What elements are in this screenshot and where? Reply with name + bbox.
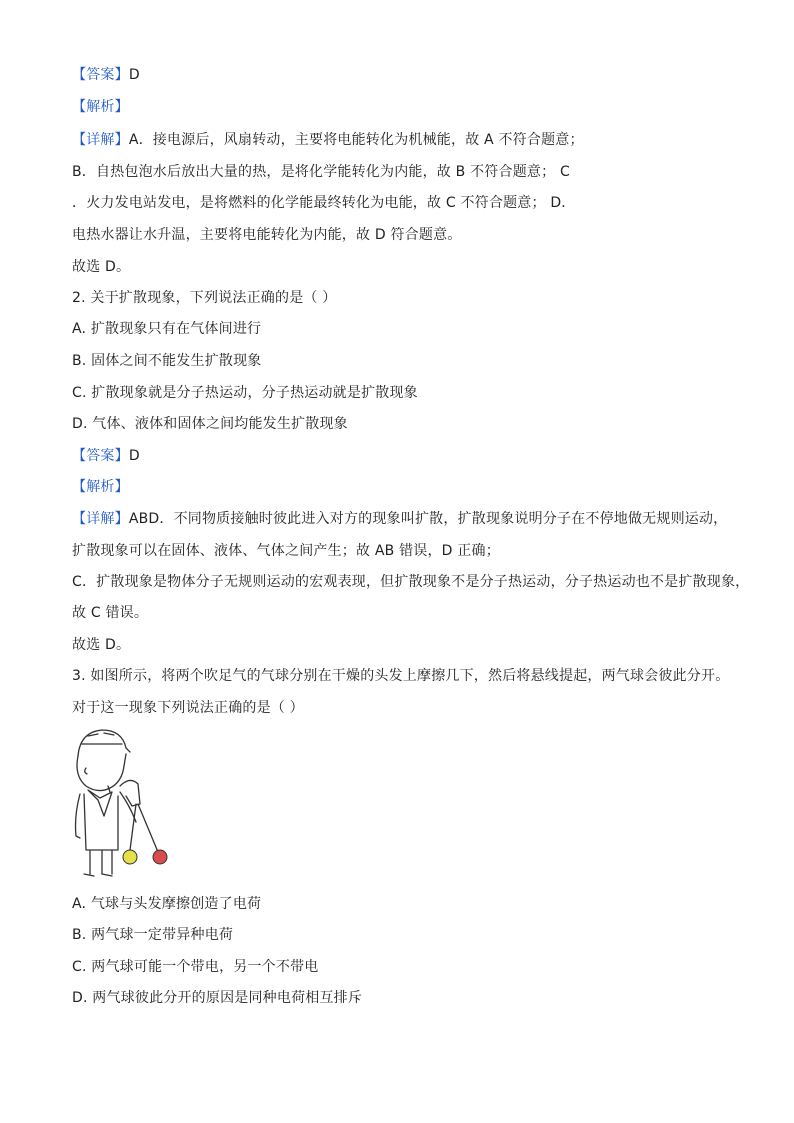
analysis-tag: 【解析】 [72, 99, 129, 115]
shirt [84, 794, 118, 850]
q2-option-c: C. 扩散现象就是分子热运动，分子热运动就是扩散现象 [72, 385, 418, 401]
q3-option-c: C. 两气球可能一个带电，另一个不带电 [72, 959, 319, 975]
q1-detail-line-3: ．火力发电站发电，是将燃料的化学能最终转化为电能，故 C 不符合题意； D． [72, 195, 576, 211]
q2-analysis-tag [72, 478, 129, 496]
answer-value: D [128, 448, 140, 464]
q2-detail-line-2: 扩散现象可以在固体、液体、气体之间产生；故 AB 错误，D 正确； [72, 543, 500, 559]
q1-detail-line-2: B．自热包泡水后放出大量的热，是将化学能转化为内能，故 B 不符合题意； C [72, 164, 570, 180]
balloon-figure-illustration [64, 726, 184, 882]
trousers [90, 850, 112, 874]
q2-stem: 2. 关于扩散现象，下列说法正确的是（ ） [72, 290, 337, 306]
q2-conclusion: 故选 D。 [72, 637, 131, 653]
q2-detail-line-1 [72, 510, 727, 528]
thread-right [138, 804, 158, 852]
q2-option-a: A. 扩散现象只有在气体间进行 [72, 321, 262, 337]
q1-detail-line-4: 电热水器让水升温，主要将电能转化为内能，故 D 符合题意。 [72, 227, 462, 243]
q3-option-b: B. 两气球一定带异种电荷 [72, 927, 234, 943]
q2-option-b: B. 固体之间不能发生扩散现象 [72, 353, 262, 369]
q1-answer-line [72, 66, 140, 84]
q1-conclusion: 故选 D。 [72, 259, 131, 275]
ear [85, 768, 87, 774]
q1-detail-line-1 [72, 131, 584, 149]
cap-stripes [88, 733, 114, 736]
q3-option-a: A. 气球与头发摩擦创造了电荷 [72, 896, 262, 912]
q2-option-d: D. 气体、液体和固体之间均能发生扩散现象 [72, 416, 348, 432]
q3-stem-line-2: 对于这一现象下列说法正确的是（ ） [72, 700, 304, 716]
cap-outline [78, 730, 130, 756]
answer-value: D [128, 67, 140, 83]
q2-detail-line-3: C．扩散现象是物体分子无规则运动的宏观表现，但扩散现象不是分子热运动，分子热运动也不是扩散现象， [72, 574, 750, 590]
answer-tag: 【答案】 [72, 67, 129, 83]
q3-stem-line-1: 3. 如图所示，将两个吹足气的气球分别在干燥的头发上摩擦几下，然后将悬线提起，两气球会彼此分开。 [72, 668, 730, 684]
detail-text: ABD．不同物质接触时彼此进入对方的现象叫扩散，扩散现象说明分子在不停地做无规则运动， [128, 511, 728, 527]
shoes [84, 874, 112, 876]
detail-tag: 【详解】 [72, 132, 129, 148]
q1-analysis-tag [72, 98, 129, 116]
scarf [88, 790, 112, 816]
raised-hand [120, 780, 140, 806]
detail-tag: 【详解】 [72, 511, 129, 527]
q2-detail-line-4: 故 C 错误。 [72, 605, 149, 621]
red-balloon [153, 850, 167, 864]
answer-tag: 【答案】 [72, 448, 129, 464]
analysis-tag: 【解析】 [72, 479, 129, 495]
q3-option-d: D. 两气球彼此分开的原因是同种电荷相互排斥 [72, 990, 363, 1006]
q2-answer-line [72, 447, 140, 465]
detail-text: A．接电源后，风扇转动，主要将电能转化为机械能，故 A 不符合题意； [128, 132, 584, 148]
yellow-balloon [123, 850, 137, 864]
